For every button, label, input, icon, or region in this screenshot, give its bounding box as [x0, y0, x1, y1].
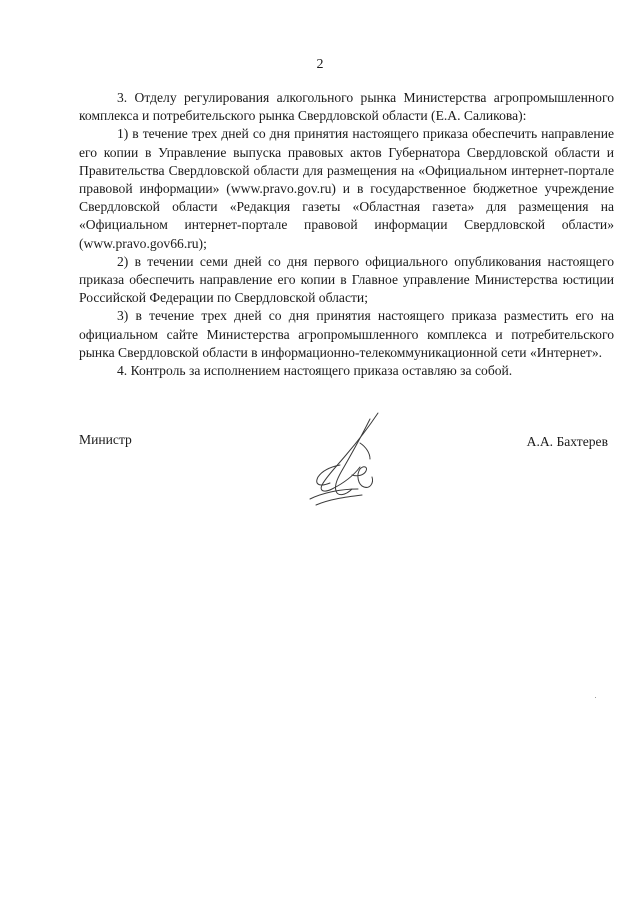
signatory-name: А.А. Бахтерев: [526, 434, 608, 449]
paragraph-item-4: 4. Контроль за исполнением настоящего приказа оставляю за собой.: [117, 363, 513, 379]
handwritten-signature-icon: [300, 405, 390, 515]
paragraph-subitem-2: 2) в течении семи дней со дня первого официального опубликования настоящего приказа обеспечить направление его копии в Главное управление Министерства юстиции Российской Федерации по Свердловской области;: [79, 253, 614, 306]
paragraph-subitem-1: 1) в течение трех дней со дня принятия настоящего приказа обеспечить направление его копии в Управление выпуска правовых актов Губернатора Свердловской области и Правительства Свердловской области для размещения на «Официальном интернет-портале правовой информации» (www.pravo.gov.ru) и в государственное бюджетное учреждение Свердловской области «Редакция газеты «Областная газета» для размещения на «Официальном интернет-портале правовой информации Свердловской области» (www.pravo.gov66.ru);: [79, 126, 614, 251]
scan-artifact-dot: [595, 697, 596, 698]
paragraph-item-3: 3. Отделу регулирования алкогольного рынка Министерства агропромышленного комплекса и потребительского рынка Свердловской области (Е.А. Саликова):: [79, 90, 614, 124]
paragraph-subitem-3: 3) в течение трех дней со дня принятия настоящего приказа разместить его на официальном сайте Министерства агропромышленного комплекса и потребительского рынка Свердловской области в информационно-телекоммуникационной сети «Интернет».: [79, 308, 614, 360]
page-number: 2: [316, 57, 324, 72]
document-body: [79, 89, 614, 380]
signatory-title: Министр: [79, 432, 132, 447]
